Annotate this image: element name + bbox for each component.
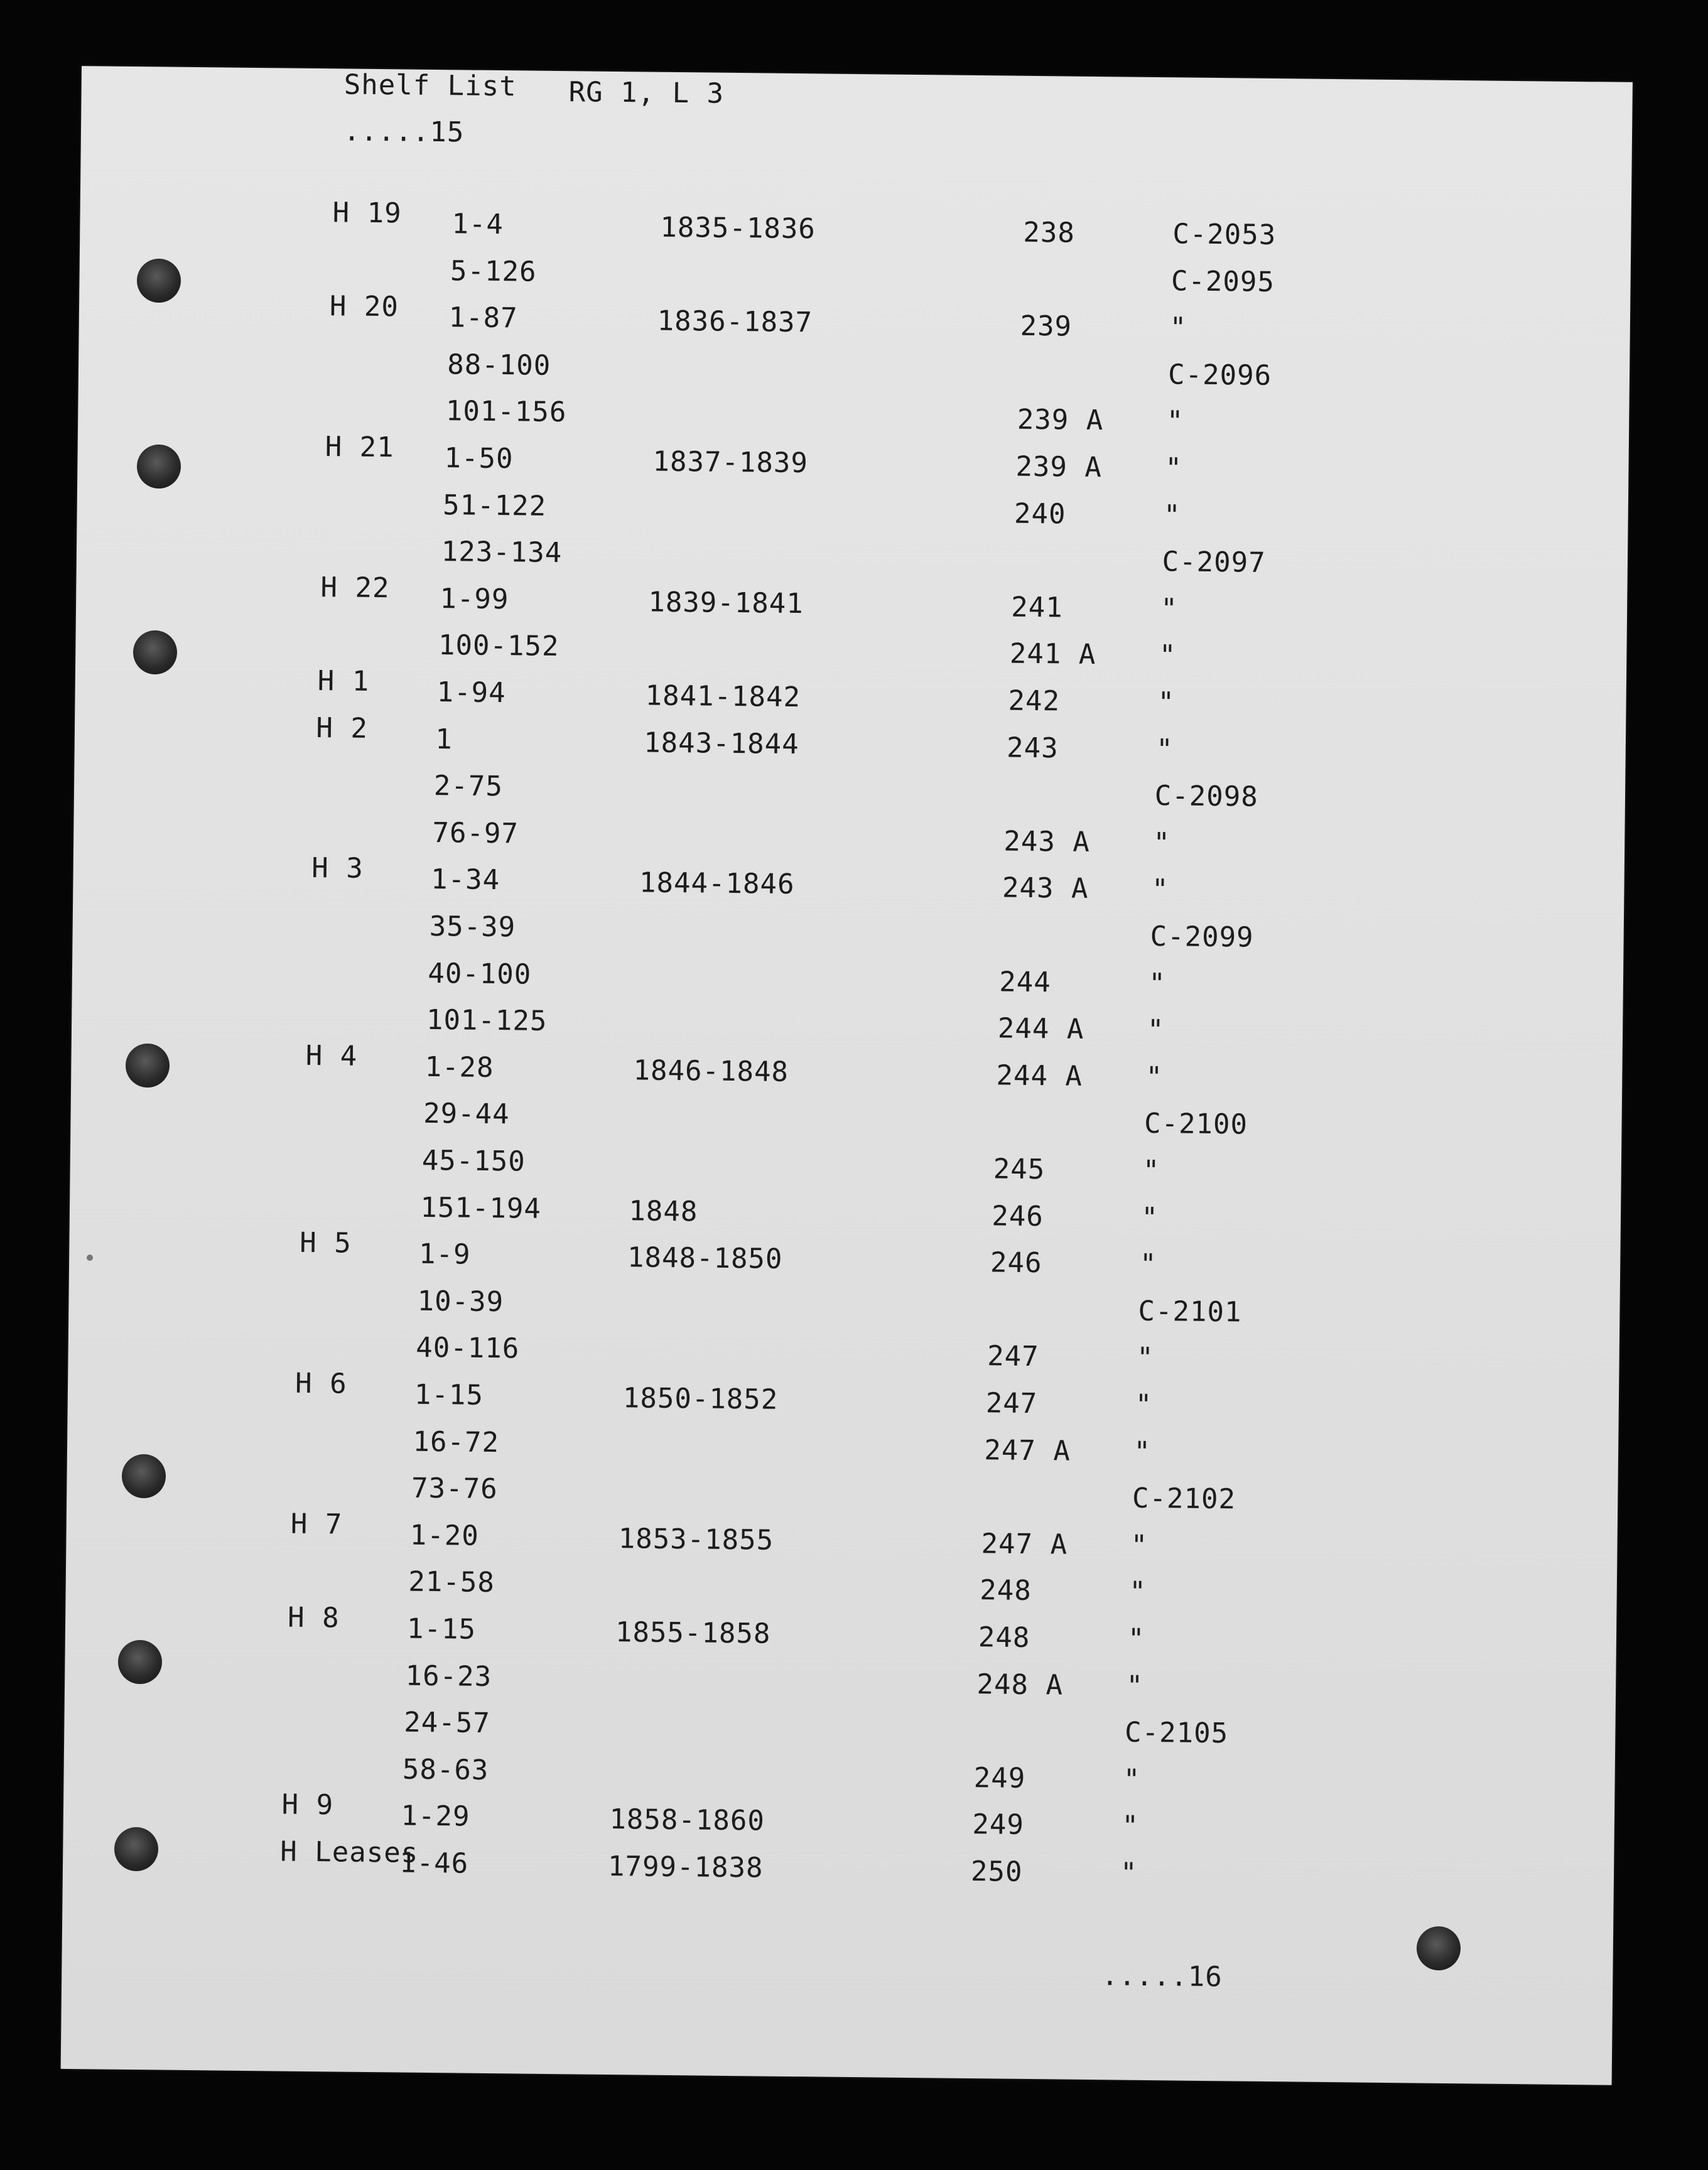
reel-cell: " <box>1141 1201 1159 1234</box>
item-range-cell: 1-46 <box>399 1847 469 1880</box>
date-range-cell: 1836-1837 <box>657 305 813 339</box>
volume-cell: 250 <box>970 1855 1023 1888</box>
series-cell: H Leases <box>280 1835 419 1869</box>
reel-cell: " <box>1126 1670 1144 1702</box>
date-range-cell: 1841-1842 <box>645 679 801 714</box>
reel-cell: " <box>1155 733 1174 765</box>
series-cell: H 2 <box>316 711 369 745</box>
volume-cell: 246 <box>992 1199 1044 1233</box>
item-range-cell: 16-72 <box>413 1425 500 1459</box>
volume-cell: 243 A <box>1003 825 1091 858</box>
series-cell: H 5 <box>299 1226 352 1260</box>
date-range-cell: 1850-1852 <box>622 1382 779 1416</box>
item-range-cell: 1-94 <box>436 676 506 710</box>
volume-cell: 244 A <box>997 1012 1084 1046</box>
item-range-cell: 29-44 <box>423 1098 510 1131</box>
volume-cell: 249 <box>973 1761 1026 1795</box>
reel-cell: " <box>1148 967 1167 1000</box>
reel-cell: C-2099 <box>1150 920 1254 954</box>
date-range-cell: 1835-1836 <box>660 211 816 246</box>
reel-cell: C-2096 <box>1167 359 1272 392</box>
reel-cell: " <box>1153 826 1171 860</box>
volume-cell: 247 A <box>984 1433 1071 1467</box>
header-reference: RG 1, L 3 <box>568 76 725 110</box>
volume-cell: 239 A <box>1015 450 1103 484</box>
series-cell: H 20 <box>329 290 399 323</box>
item-range-cell: 1-28 <box>424 1050 494 1084</box>
reel-cell: " <box>1135 1388 1153 1422</box>
date-range-cell: 1848-1850 <box>627 1241 783 1276</box>
item-range-cell: 1-4 <box>451 208 504 241</box>
series-cell: H 22 <box>320 571 390 605</box>
volume-cell: 244 <box>998 966 1052 998</box>
item-range-cell: 1-87 <box>448 301 518 335</box>
volume-cell: 243 A <box>1002 872 1089 905</box>
volume-cell: 241 <box>1011 591 1064 624</box>
reel-cell: " <box>1169 311 1187 344</box>
item-range-cell: 1-34 <box>430 863 500 897</box>
series-cell: H 1 <box>317 665 370 698</box>
reel-cell: " <box>1129 1576 1147 1609</box>
punch-hole <box>126 1044 170 1088</box>
reel-cell: C-2098 <box>1154 780 1258 813</box>
volume-cell: 241 A <box>1009 637 1096 671</box>
item-range-cell: 21-58 <box>408 1566 495 1599</box>
item-range-cell: 1-9 <box>418 1238 471 1271</box>
paper-speck <box>87 1255 93 1261</box>
reel-cell: " <box>1151 873 1169 906</box>
series-cell: H 9 <box>281 1788 334 1822</box>
date-range-cell: 1848 <box>629 1194 698 1228</box>
reel-cell: C-2053 <box>1172 218 1277 252</box>
reel-cell: C-2097 <box>1162 546 1266 580</box>
item-range-cell: 40-100 <box>428 957 532 991</box>
date-range-cell: 1837-1839 <box>652 445 809 480</box>
reel-cell: " <box>1147 1014 1165 1047</box>
item-range-cell: 2-75 <box>433 770 504 803</box>
reel-cell: " <box>1122 1810 1140 1843</box>
date-range-cell: 1855-1858 <box>615 1616 771 1650</box>
date-range-cell: 1843-1844 <box>643 726 799 760</box>
volume-cell: 245 <box>993 1153 1046 1186</box>
item-range-cell: 16-23 <box>405 1660 492 1693</box>
punch-hole <box>137 259 181 303</box>
reel-cell: " <box>1145 1061 1164 1093</box>
series-cell: H 4 <box>305 1039 358 1072</box>
volume-cell: 239 <box>1020 310 1073 343</box>
volume-cell: 249 <box>972 1808 1025 1842</box>
item-range-cell: 123-134 <box>441 536 563 569</box>
punch-hole <box>118 1640 162 1684</box>
reel-cell: " <box>1142 1154 1160 1187</box>
date-range-cell: 1846-1848 <box>633 1054 789 1088</box>
volume-cell: 247 A <box>981 1527 1068 1561</box>
reel-cell: " <box>1160 592 1179 625</box>
item-range-cell: 51-122 <box>442 489 547 522</box>
punch-hole <box>122 1454 166 1498</box>
item-range-cell: 10-39 <box>417 1285 504 1319</box>
reel-cell: " <box>1136 1342 1154 1374</box>
item-range-cell: 1-50 <box>444 442 514 475</box>
document-page <box>61 66 1633 2085</box>
item-range-cell: 1-15 <box>406 1612 477 1646</box>
header-title: Shelf List <box>343 68 517 103</box>
volume-cell: 247 <box>986 1340 1039 1373</box>
item-range-cell: 1 <box>435 723 453 755</box>
volume-cell: 239 A <box>1017 404 1104 437</box>
reel-cell: " <box>1139 1248 1157 1281</box>
reel-cell: C-2102 <box>1132 1482 1236 1516</box>
reel-cell: C-2101 <box>1138 1295 1242 1329</box>
date-range-cell: 1799-1838 <box>607 1850 764 1884</box>
series-cell: H 8 <box>287 1601 340 1634</box>
series-cell: H 7 <box>290 1508 343 1541</box>
reel-cell: " <box>1130 1529 1149 1562</box>
item-range-cell: 1-15 <box>414 1378 484 1412</box>
item-range-cell: 101-125 <box>426 1004 548 1038</box>
reel-cell: " <box>1120 1857 1138 1889</box>
date-range-cell: 1839-1841 <box>648 586 804 620</box>
volume-cell: 248 <box>980 1574 1032 1607</box>
reel-cell: " <box>1165 452 1183 485</box>
item-range-cell: 24-57 <box>403 1706 490 1740</box>
item-range-cell: 101-156 <box>445 395 567 429</box>
volume-cell: 238 <box>1023 216 1076 249</box>
volume-cell: 244 A <box>996 1059 1083 1093</box>
volume-cell: 248 <box>978 1621 1030 1654</box>
item-range-cell: 151-194 <box>420 1191 542 1225</box>
header-page-marker: .....15 <box>343 115 465 149</box>
volume-cell: 243 <box>1006 731 1059 765</box>
reel-cell: " <box>1123 1763 1141 1796</box>
series-cell: H 21 <box>325 431 394 464</box>
reel-cell: " <box>1166 405 1184 438</box>
reel-cell: " <box>1157 686 1176 719</box>
series-cell: H 6 <box>295 1367 347 1400</box>
series-cell: H 19 <box>332 197 402 230</box>
punch-hole <box>1417 1926 1461 1970</box>
date-range-cell: 1853-1855 <box>618 1522 774 1557</box>
item-range-cell: 35-39 <box>429 910 516 944</box>
volume-cell: 240 <box>1013 497 1066 531</box>
reel-cell: " <box>1127 1622 1145 1655</box>
reel-cell: " <box>1163 499 1181 532</box>
reel-cell: C-2105 <box>1124 1716 1229 1750</box>
reel-cell: C-2100 <box>1143 1108 1248 1141</box>
item-range-cell: 100-152 <box>438 629 559 663</box>
volume-cell: 242 <box>1008 684 1061 718</box>
punch-hole <box>137 445 181 489</box>
punch-hole <box>133 630 177 674</box>
item-range-cell: 88-100 <box>447 348 551 382</box>
series-cell: H 3 <box>311 852 364 885</box>
reel-cell: C-2095 <box>1170 264 1275 298</box>
date-range-cell: 1858-1860 <box>609 1803 765 1838</box>
item-range-cell: 1-99 <box>440 582 509 616</box>
footer-page-marker: .....16 <box>1101 1960 1223 1994</box>
item-range-cell: 1-20 <box>409 1519 480 1552</box>
item-range-cell: 40-116 <box>416 1332 520 1365</box>
item-range-cell: 58-63 <box>402 1753 489 1786</box>
item-range-cell: 5-126 <box>450 254 537 288</box>
reel-cell: " <box>1133 1435 1152 1468</box>
punch-hole <box>114 1827 158 1871</box>
item-range-cell: 76-97 <box>432 816 519 850</box>
reel-cell: " <box>1159 639 1177 672</box>
item-range-cell: 45-150 <box>421 1144 526 1178</box>
date-range-cell: 1844-1846 <box>639 866 795 901</box>
item-range-cell: 73-76 <box>411 1472 498 1506</box>
item-range-cell: 1-29 <box>401 1800 470 1833</box>
volume-cell: 248 A <box>976 1668 1064 1702</box>
volume-cell: 247 <box>985 1387 1038 1420</box>
volume-cell: 246 <box>990 1246 1042 1280</box>
